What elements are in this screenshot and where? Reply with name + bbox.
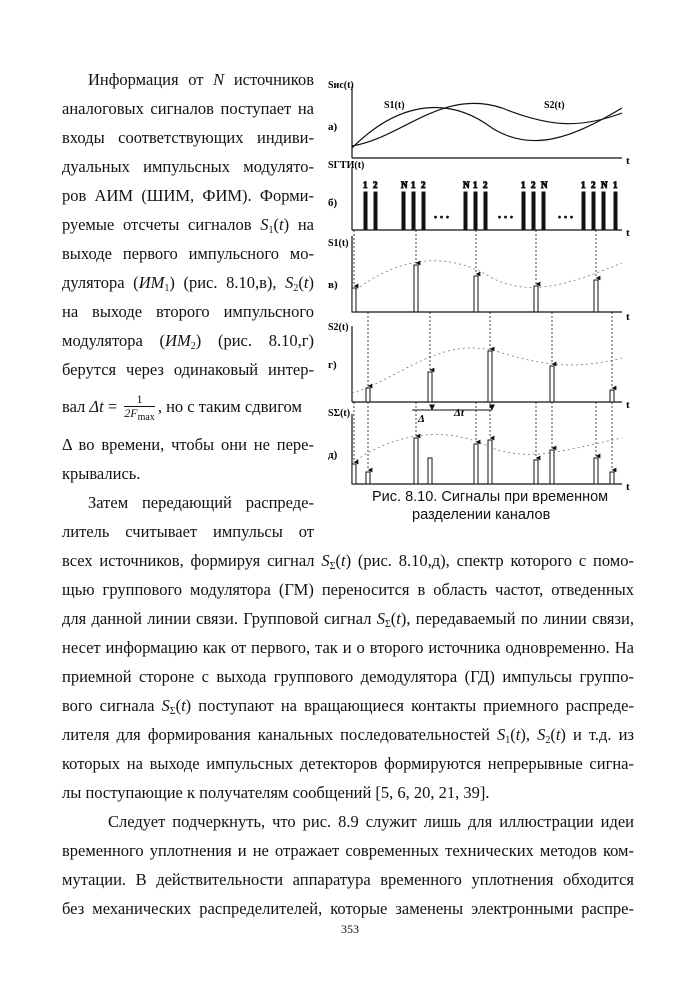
pulse-gti <box>412 192 415 230</box>
text-line-5: ров АИМ (ШИМ, ФИМ). Форми- <box>62 186 314 205</box>
pulse-number-label: N <box>601 180 608 190</box>
figure-caption-1: Рис. 8.10. Сигналы при временном <box>372 489 609 505</box>
delta-label: Δ <box>418 413 425 425</box>
page-number: 353 <box>341 922 359 936</box>
text-line-12: вал Δt = $\frac{1}{2F_{max}}$ , но с таким сдвигом <box>62 391 302 423</box>
delta-t-label: Δt <box>454 407 464 419</box>
pulse-gti <box>602 192 605 230</box>
label-s-sum: SΣ(t) <box>328 408 351 419</box>
pulse-gti <box>422 192 425 230</box>
label-s1-a: S1(t) <box>384 100 405 111</box>
pulse-number-label: 1 <box>521 180 526 190</box>
label-s2-a: S2(t) <box>544 100 565 111</box>
ellipsis: . . . <box>434 207 449 221</box>
pulse-gti <box>542 192 545 230</box>
pulse-s1 <box>534 286 538 312</box>
pulse-s1 <box>594 280 598 312</box>
text-line-2: аналоговых сигналов поступает на <box>62 99 314 118</box>
pulse-sum <box>488 440 492 484</box>
text-line-21: приемной стороне с выхода группового демодулятора (ГД) импульсы группо- <box>62 667 634 686</box>
text-line-7: выходе первого импульсного мо- <box>62 244 314 263</box>
pulse-number-label: 2 <box>483 180 488 190</box>
ellipsis: . . . <box>498 207 513 221</box>
pulse-s2 <box>550 366 554 402</box>
text-line-29: без механических распределителей, которые заменены электронными распре- <box>62 899 634 918</box>
t-label-a: t <box>626 155 630 167</box>
curve-s1 <box>352 108 622 148</box>
text-line-19: для данной линии связи. Групповой сигнал $S_\Sigma(t)$, передаваемый по линии связи, <box>62 609 634 630</box>
pulse-number-label: 2 <box>591 180 596 190</box>
pulse-gti <box>522 192 525 230</box>
text-line-18: щью группового модулятора (ГМ) переносится в область частот, отведенных <box>62 580 634 599</box>
pulse-number-label: 1 <box>581 180 586 190</box>
panel-label-b: б) <box>328 197 338 209</box>
pulse-number-label: 2 <box>373 180 378 190</box>
text-line-25: лы поступающие к получателям сообщений [5, 6, 20, 21, 39]. <box>62 783 490 802</box>
pulse-number-label: N <box>541 180 548 190</box>
label-s1-v: S1(t) <box>328 238 349 249</box>
text-line-4: дуальных импульсных модулято- <box>62 157 314 176</box>
t-label-d: t <box>626 481 630 493</box>
pulse-sum <box>550 450 554 484</box>
pulse-sum <box>474 444 478 484</box>
envelope-s2 <box>352 348 622 393</box>
pulse-number-label: 1 <box>613 180 618 190</box>
text-line-6: руемые отсчеты сигналов $S_1(t)$ на <box>62 215 314 236</box>
pulse-sum <box>366 472 370 484</box>
text-line-9: на выходе второго импульсного <box>62 302 314 321</box>
ellipsis: . . . <box>558 207 573 221</box>
t-label-b: t <box>626 227 630 239</box>
text-line-15: Затем передающий распреде- <box>88 493 314 512</box>
pulse-s1 <box>474 276 478 312</box>
pulse-number-label: 1 <box>363 180 368 190</box>
pulse-sum <box>594 458 598 484</box>
text-line-26: Следует подчеркнуть, что рис. 8.9 служит лишь для иллюстрации идеи <box>108 812 634 831</box>
text-line-24: которых на выходе импульсных детекторов формируются непрерывные сигна- <box>62 754 634 773</box>
pulse-s2 <box>610 390 614 402</box>
pulse-gti <box>374 192 377 230</box>
pulse-s2 <box>428 372 432 402</box>
envelope-s1 <box>352 261 622 293</box>
panel-label-d: д) <box>328 449 338 461</box>
pulse-gti <box>474 192 477 230</box>
signals-diagram <box>322 68 642 500</box>
fraction: $\frac{1}{2F_{max}}$ <box>124 391 155 423</box>
text-line-1: Информация от N источников <box>88 70 314 89</box>
pulse-s2 <box>488 351 492 402</box>
text-line-11: берутся через одинаковый интер- <box>62 360 314 379</box>
text-line-22: вого сигнала $S_\Sigma(t)$ поступают на вращающиеся контакты приемного распреде- <box>62 696 634 717</box>
pulse-s1 <box>352 288 356 312</box>
pulse-number-label: N <box>463 180 470 190</box>
pulse-sum <box>428 458 432 484</box>
text-line-14: крывались. <box>62 464 141 483</box>
figure-caption-2: разделении каналов <box>412 507 551 523</box>
pulse-gti <box>364 192 367 230</box>
pulse-sum <box>414 438 418 484</box>
text-line-17: всех источников, формируя сигнал $S_\Sigma(t)$ (рис. 8.10,д), спектр которого с помо- <box>62 551 634 572</box>
t-label-v: t <box>626 311 630 323</box>
label-s-ic: Sис(t) <box>328 80 354 91</box>
text-line-10: модулятора $(ИМ_2)$ (рис. 8.10,г) <box>62 331 314 352</box>
text-line-8: дулятора $(ИМ_1)$ (рис. 8.10,в), $S_2(t)$ <box>62 273 314 294</box>
pulse-number-label: 1 <box>473 180 478 190</box>
t-label-g: t <box>626 399 630 411</box>
pulse-s1 <box>414 265 418 312</box>
label-s2-g: S2(t) <box>328 322 349 333</box>
panel-label-v: в) <box>328 279 338 291</box>
figure-8-10 <box>322 68 642 523</box>
pulse-gti <box>402 192 405 230</box>
panel-label-g: г) <box>328 359 337 371</box>
pulse-sum <box>610 472 614 484</box>
pulse-number-label: 1 <box>411 180 416 190</box>
pulse-number-label: 2 <box>531 180 536 190</box>
pulse-gti <box>592 192 595 230</box>
pulse-gti <box>464 192 467 230</box>
pulse-gti <box>614 192 617 230</box>
text-line-23: лителя для формирования канальных последовательностей $S_1(t)$, $S_2(t)$ и т.д. из <box>62 725 634 746</box>
envelope-sum <box>352 434 622 463</box>
text-line-28: мутации. В действительности аппаратура временного уплотнения обходится <box>62 870 634 889</box>
panel-label-a: а) <box>328 121 338 133</box>
pulse-gti <box>582 192 585 230</box>
text-line-27: временного уплотнения и не отражает современных технических методов ком- <box>62 841 634 860</box>
pulse-sum <box>534 460 538 484</box>
pulse-number-label: 2 <box>421 180 426 190</box>
text-line-3: входы соответствующих индиви- <box>62 128 314 147</box>
pulse-number-label: N <box>401 180 408 190</box>
pulse-gti <box>532 192 535 230</box>
pulse-sum <box>352 464 356 484</box>
label-s-gti: SГТИ(t) <box>328 160 365 171</box>
pulse-s2 <box>366 388 370 402</box>
text-line-20: несет информацию как от первого, так и о второго источника одновременно. На <box>62 638 634 657</box>
pulse-gti <box>484 192 487 230</box>
text-line-16: литель считывает импульсы от <box>62 522 314 541</box>
text-line-13: Δ во времени, чтобы они не пере- <box>62 435 314 454</box>
